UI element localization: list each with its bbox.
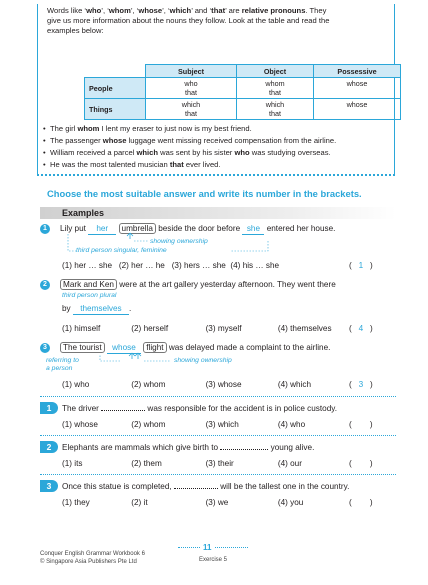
option: (2) whom	[131, 380, 166, 389]
sentence-text: entered her house.	[266, 224, 336, 233]
answer-bracket[interactable]: ( )	[349, 459, 373, 468]
bullet-text: The girl whom I lent my eraser to just now is my best friend.	[50, 124, 252, 133]
exercise-label: Exercise 5	[198, 557, 227, 563]
section-instruction: Choose the most suitable answer and write its number in the brackets.	[47, 188, 362, 199]
example-number-badge: 3	[40, 343, 50, 353]
options-row	[62, 419, 305, 430]
sentence-text: beside the door before	[158, 224, 241, 233]
question-number-badge: 3	[40, 480, 58, 492]
examples-divider	[40, 396, 396, 397]
cell-value: who	[184, 79, 198, 88]
annotation-note: referring to	[46, 357, 79, 364]
answer-value: 1	[358, 261, 364, 270]
cell-value: that	[185, 109, 197, 118]
intro-line-2: give us more information about the nouns they follow. Look at the table and read the	[47, 16, 330, 25]
answer-value: 3	[358, 380, 364, 389]
footer-copyright: © Singapore Asia Publishers Pte Ltd	[40, 559, 137, 565]
bullet-item	[50, 160, 221, 170]
boxed-word: flight	[143, 342, 166, 353]
option: (1) her … she	[62, 261, 113, 270]
example-number-badge: 2	[40, 280, 50, 290]
table-row-label: People	[85, 78, 146, 99]
sentence-text: young alive.	[270, 443, 315, 452]
cell-value: whom	[265, 79, 285, 88]
annotation-note: showing ownership	[150, 238, 208, 245]
option: (1) its	[62, 459, 83, 468]
annotation-note: third person plural	[62, 292, 117, 299]
bullet-item	[50, 148, 331, 158]
bullet-item	[50, 124, 252, 134]
annotation-arrows	[60, 231, 300, 255]
option: (3) myself	[205, 324, 242, 333]
annotation-note: third person singular, feminine	[76, 247, 167, 254]
option: (3) whose	[205, 380, 242, 389]
bullet-text: He was the most talented musician that ever lived.	[50, 160, 221, 169]
sentence-text: Lily put	[60, 224, 86, 233]
bullet-text: William received a parcel which was sent by his sister who was studying overseas.	[50, 148, 331, 157]
option: (1) whose	[62, 420, 98, 429]
example-sentence-line2	[62, 303, 131, 315]
question-divider	[40, 435, 396, 436]
intro-line-3: examples below:	[47, 26, 104, 35]
table-row-label: Things	[85, 99, 146, 120]
question-divider	[40, 474, 396, 475]
cell-value: that	[185, 88, 197, 97]
table-cell	[146, 99, 237, 120]
option: (2) it	[131, 498, 148, 507]
option: (4) our	[277, 459, 302, 468]
question-number-badge: 1	[40, 402, 58, 414]
question-sentence	[62, 481, 349, 492]
answer-bracket: ( 3 )	[349, 380, 373, 389]
option: (2) her … he	[118, 261, 165, 270]
intro-box-dotted-border	[37, 174, 395, 176]
question-sentence	[62, 442, 314, 453]
cell-value: that	[269, 88, 281, 97]
question-sentence	[62, 403, 337, 414]
options-row	[62, 323, 332, 334]
question-number-badge: 2	[40, 441, 58, 453]
option: (1) himself	[62, 324, 101, 333]
option: (4) who	[277, 420, 306, 429]
sentence-text: will be the tallest one in the country.	[220, 482, 350, 491]
footer-page-block	[178, 543, 248, 564]
table-corner	[85, 65, 146, 78]
option: (2) herself	[131, 324, 169, 333]
example-sentence	[60, 279, 336, 290]
option: (3) their	[205, 459, 234, 468]
sentence-text: .	[128, 304, 132, 313]
answer-value: 4	[358, 324, 364, 333]
cell-value: which	[181, 100, 201, 109]
annotation-note: a person	[46, 365, 73, 372]
option: (4) which	[277, 380, 312, 389]
table-row	[85, 99, 401, 120]
page-number-rule	[178, 543, 248, 557]
option: (3) we	[205, 498, 229, 507]
sentence-text: was responsible for the accident is in police custody.	[147, 404, 338, 413]
option: (1) they	[62, 498, 90, 507]
boxed-word: Mark and Ken	[60, 279, 117, 290]
answer-blank: whose	[107, 342, 141, 354]
answer-bracket[interactable]: ( )	[349, 498, 373, 507]
table-header-possessive: Possessive	[314, 65, 401, 78]
option: (2) them	[131, 459, 162, 468]
table-header-object: Object	[237, 65, 314, 78]
annotation-note: showing ownership	[174, 357, 232, 364]
bullet-item	[50, 136, 336, 146]
sentence-text: by	[62, 304, 71, 313]
table-header-subject: Subject	[146, 65, 237, 78]
answer-blank: her	[88, 223, 116, 235]
bullet-text: The passenger whose luggage went missing received compensation from the airline.	[50, 136, 337, 145]
sentence-text: Elephants are mammals which give birth to	[62, 443, 219, 452]
answer-blank[interactable]	[174, 488, 218, 489]
answer-bracket[interactable]: ( )	[349, 420, 373, 429]
example-number-badge: 1	[40, 224, 50, 234]
option: (2) whom	[131, 420, 166, 429]
relative-pronoun-table	[84, 64, 401, 120]
sentence-text: was delayed made a complaint to the airline.	[168, 343, 331, 352]
examples-label: Examples	[62, 208, 105, 218]
table-cell	[146, 78, 237, 99]
cell-value: which	[265, 100, 285, 109]
page-number: 11	[200, 543, 214, 552]
boxed-word: umbrella	[119, 223, 156, 234]
sentence-text: The driver	[62, 404, 99, 413]
table-cell: whose	[314, 99, 401, 120]
table-cell: whose	[314, 78, 401, 99]
answer-blank: she	[242, 223, 264, 235]
boxed-word: The tourist	[60, 342, 105, 353]
cell-value: that	[269, 109, 281, 118]
option: (3) which	[205, 420, 239, 429]
options-row	[62, 497, 303, 508]
options-row	[62, 379, 311, 390]
answer-blank[interactable]	[101, 410, 145, 411]
answer-bracket: ( 4 )	[349, 324, 373, 333]
option: (1) who	[62, 380, 90, 389]
sentence-text: Once this statue is completed,	[62, 482, 172, 491]
answer-blank: themselves	[73, 303, 129, 315]
intro-paragraph	[47, 6, 387, 36]
options-row	[62, 458, 302, 469]
table-row	[85, 78, 401, 99]
option: (4) you	[277, 498, 304, 507]
footer-book-title: Conquer English Grammar Workbook 6	[40, 551, 145, 557]
option: (3) hers … she	[171, 261, 226, 270]
sentence-text: were at the art gallery yesterday afternoon. They went there	[119, 280, 336, 289]
intro-line-1: Words like ‘who’, ‘whom’, ‘whose’, ‘which’ and ‘that’ are relative pronouns. They	[47, 6, 327, 15]
answer-blank[interactable]	[220, 449, 268, 450]
options-row	[62, 260, 279, 271]
table-cell	[237, 78, 314, 99]
option: (4) themselves	[277, 324, 332, 333]
answer-bracket: ( 1 )	[349, 261, 373, 270]
table-cell	[237, 99, 314, 120]
option: (4) his … she	[230, 261, 280, 270]
annotation-arrows	[60, 350, 200, 366]
